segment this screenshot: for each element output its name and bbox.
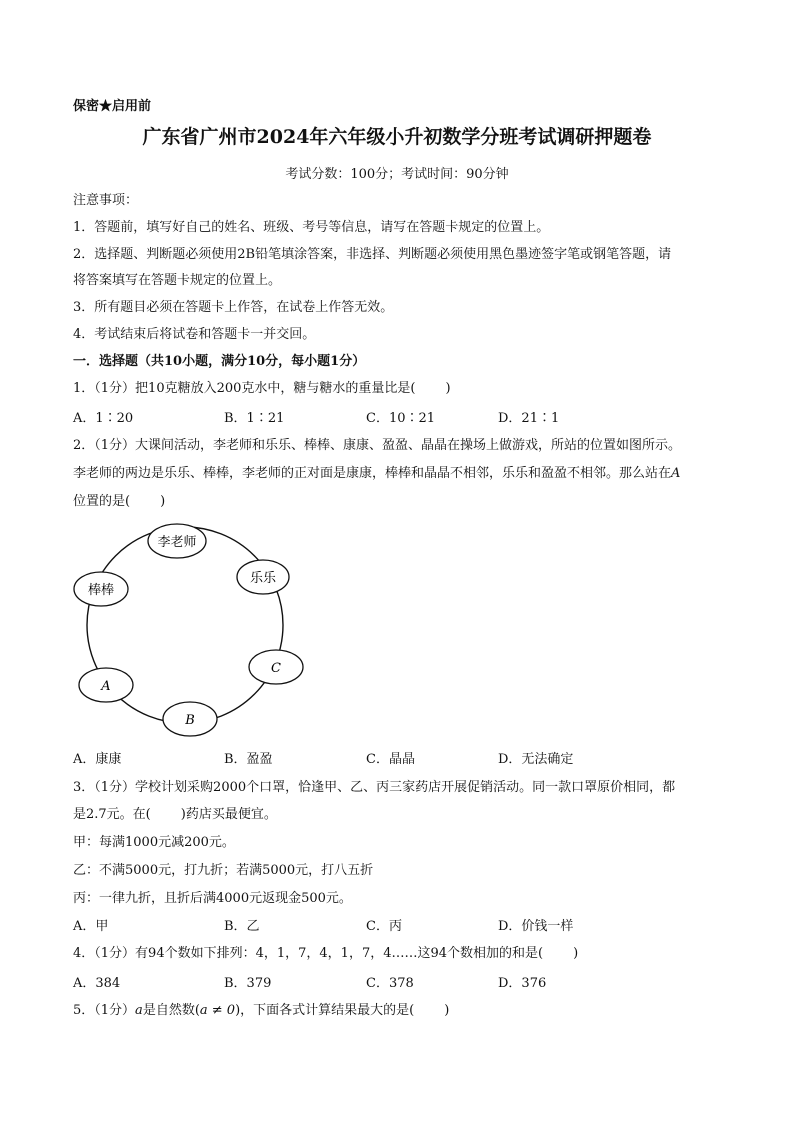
position-c-label: C <box>271 661 281 676</box>
question-2-var-a: A <box>671 466 681 481</box>
q4-option-c: C．378 <box>366 976 414 991</box>
question-4-paren: ) <box>573 946 579 961</box>
q3-option-a: A．甲 <box>73 919 109 934</box>
position-bangbang-label: 棒棒 <box>87 583 115 598</box>
position-c <box>249 650 303 684</box>
position-teacher-label: 李老师 <box>157 535 197 550</box>
position-bangbang <box>74 572 128 606</box>
question-3-line-2-text: 是2.7元。在( <box>73 807 151 822</box>
question-1-paren: ) <box>445 381 451 396</box>
position-a <box>79 668 133 702</box>
section-heading: 一．选择题（共10小题，满分10分，每小题1分） <box>73 354 366 369</box>
q3-option-c: C．丙 <box>366 919 402 934</box>
q4-option-a: A．384 <box>73 976 121 991</box>
q2-option-b: B．盈盈 <box>224 752 273 767</box>
pharmacy-bing: 丙：一律九折，且折后满4000元返现金500元。 <box>73 891 352 906</box>
question-2-paren: ) <box>160 494 166 509</box>
q4-option-d: D．376 <box>498 976 547 991</box>
seating-circle-diagram <box>60 515 320 747</box>
q2-option-a: A．康康 <box>73 752 122 767</box>
pharmacy-yi: 乙：不满5000元，打九折；若满5000元，打八五折 <box>73 863 374 878</box>
question-2-line-2 <box>73 466 680 482</box>
q3-option-d: D．价钱一样 <box>498 919 574 934</box>
note-item-2-cont: 将答案填写在答题卡规定的位置上。 <box>73 273 282 288</box>
position-b <box>163 702 217 736</box>
question-5-var: a <box>135 1003 143 1018</box>
question-5-text: 是自然数( <box>142 1003 200 1018</box>
exam-info: 考试分数：100分；考试时间：90分钟 <box>285 167 509 182</box>
note-item-2: 2．选择题、判断题必须使用2B铅笔填涂答案，非选择、判断题必须使用黑色墨迹签字笔或钢笔答题，请 <box>73 247 672 262</box>
question-2-line-2-text: 李老师的两边是乐乐、棒棒，李老师的正对面是康康，棒棒和晶晶不相邻，乐乐和盈盈不相邻。那么站在 <box>73 466 672 481</box>
question-5-prefix: 5．（1分） <box>73 1003 136 1018</box>
question-1-stem <box>73 381 451 397</box>
confidential-label: 保密★启用前 <box>73 99 152 114</box>
q4-option-b: B．379 <box>224 976 272 991</box>
note-item-3: 3．所有题目必须在答题卡上作答，在试卷上作答无效。 <box>73 300 394 315</box>
question-4-text: 4．（1分）有94个数如下排列：4，1，7，4，1，7，4……这94个数相加的和是( <box>73 946 544 961</box>
note-item-4: 4．考试结束后将试卷和答题卡一并交回。 <box>73 327 316 342</box>
position-a-label: A <box>101 679 111 694</box>
question-3-line-2-end: )药店买最便宜。 <box>180 807 277 822</box>
exam-title: 广东省广州市2024年六年级小升初数学分班考试调研押题卷 <box>142 126 652 148</box>
question-4-stem <box>73 946 578 962</box>
question-2-line-3 <box>73 494 165 510</box>
position-lele <box>237 560 289 594</box>
position-lele-label: 乐乐 <box>249 571 277 586</box>
question-5-condition: a ≠ 0 <box>199 1003 236 1018</box>
q1-option-d: D．21∶1 <box>498 411 560 426</box>
pharmacy-jia: 甲：每满1000元减200元。 <box>73 835 235 850</box>
q2-option-c: C．晶晶 <box>366 752 415 767</box>
q1-option-b: B．1∶21 <box>224 411 285 426</box>
question-5-stem <box>73 1003 449 1019</box>
position-b-label: B <box>185 713 195 728</box>
q2-option-d: D．无法确定 <box>498 752 574 767</box>
q1-option-a: A．1∶20 <box>73 411 134 426</box>
question-3-line-1: 3．（1分）学校计划采购2000个口罩，恰逢甲、乙、丙三家药店开展促销活动。同一款口罩原价相同，都 <box>73 780 676 795</box>
question-2-line-1: 2．（1分）大课间活动，李老师和乐乐、棒棒、康康、盈盈、晶晶在操场上做游戏，所站的位置如图所示。 <box>73 438 682 453</box>
position-teacher <box>148 524 206 558</box>
question-5-paren: ) <box>444 1003 450 1018</box>
question-5-text-2: )，下面各式计算结果最大的是( <box>235 1003 415 1018</box>
q1-option-c: C．10∶21 <box>366 411 436 426</box>
question-3-line-2 <box>73 807 277 823</box>
question-1-text: 1．（1分）把10克糖放入200克水中，糖与糖水的重量比是( <box>73 381 416 396</box>
q3-option-b: B．乙 <box>224 919 260 934</box>
question-2-line-3-text: 位置的是( <box>73 494 131 509</box>
note-item-1: 1．答题前，填写好自己的姓名、班级、考号等信息，请写在答题卡规定的位置上。 <box>73 220 550 235</box>
notes-heading: 注意事项： <box>73 193 139 208</box>
